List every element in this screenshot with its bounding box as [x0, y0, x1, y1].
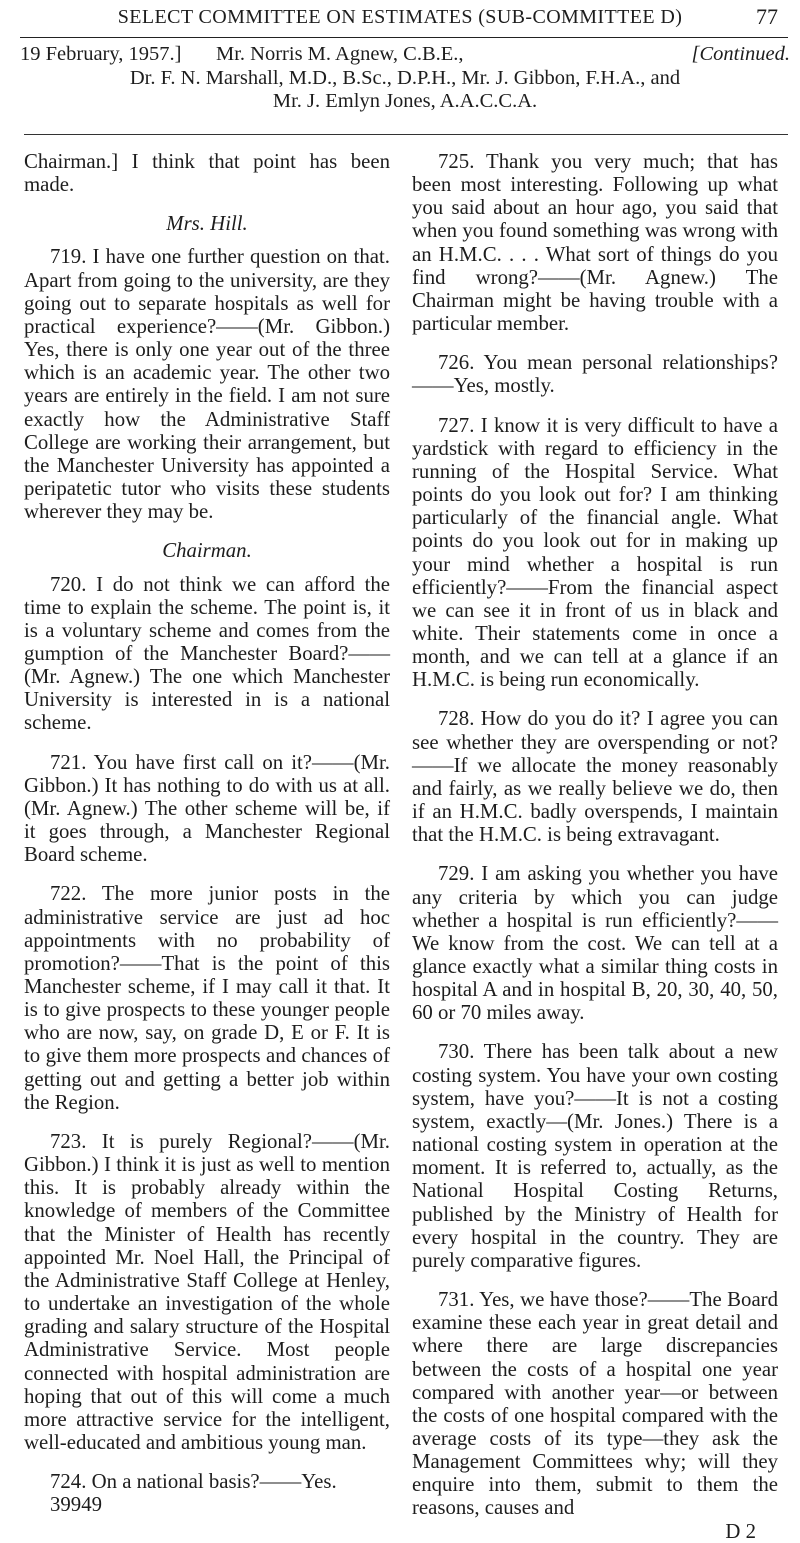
paragraph-724: 724. On a national basis?——Yes. — [50, 1470, 337, 1494]
paragraph-725: 725. Thank you very much; that has been most interesting. Following up what you said about an hour ago, you said that when you found something was wrong with an H.M.C. . . . What sort of things do you find wrong?——(Mr. Agnew.) The Chairman might be having trouble with a particular member. — [412, 150, 778, 336]
left-column — [24, 150, 390, 1516]
sitting-date: 19 February, 1957.] — [20, 43, 182, 65]
paragraph-chairman-remark: Chairman.] I think that point has been made. — [24, 150, 390, 197]
right-column — [412, 150, 778, 1543]
continued-label: [Continued. — [691, 43, 790, 65]
paragraph-729: 729. I am asking you whether you have any criteria by which you can judge whether a hospital is run efficiently?——We know from the cost. We can tell at a glance exactly what a similar thing costs in hospital A and in hospital B, 20, 30, 40, 50, 60 or 70 miles away. — [412, 862, 778, 1025]
speaker-heading-chairman: Chairman. — [162, 539, 252, 563]
paragraph-727: 727. I know it is very difficult to have a yardstick with regard to efficiency in the running of the Hospital Service. What points do you look out for? I am thinking particularly of the financial angle. What points do you look out for in making up your mind whether a hospital is run efficiently?——From the financial aspect we can see it in front of us in black and white. Their statements come in once a month, and we can tell at a glance if an H.M.C. is being run economically. — [412, 413, 778, 692]
paragraph-719: 719. I have one further question on that. Apart from going to the university, are they going out to separate hospitals as well for practical experience?——(Mr. Gibbon.) Yes, there is only one year out of the three which is an academic year. The other two years are entirely in the field. I am not sure exactly how the Administrative Staff College are working their arrangement, but the Manchester University has appointed a peripatetic tutor who visits these students wherever they may be. — [24, 245, 390, 524]
paragraph-721: 721. You have first call on it?——(Mr. Gibbon.) It has nothing to do with us at all. (Mr. Agnew.) The other scheme will be, if it goes through, a Manchester Regional Board scheme. — [24, 750, 390, 867]
witness-names-3: Mr. J. Emlyn Jones, A.A.C.C.A. — [272, 90, 538, 112]
paragraph-730: 730. There has been talk about a new costing system. You have your own costing system, have you?——It is not a costing system, exactly—(Mr. Jones.) There is a national costing system in operation at the moment. It is referred to, actually, as the National Hospital Costing Returns, published by the Ministry of Health for every hospital in the country. They are purely comparative figures. — [412, 1040, 778, 1272]
paragraph-731: 731. Yes, we have those?——The Board examine these each year in great detail and where there are large discrepancies between the costs of a hospital one year compared with another year—or between the costs of one hospital compared with the average costs of its type—they ask the Management Committees why; will they enquire into them, submit to them the reasons, causes and — [412, 1288, 778, 1520]
witness-names-2: Dr. F. N. Marshall, M.D., B.Sc., D.P.H., Mr. J. Gibbon, F.H.A., and — [129, 67, 681, 89]
speaker-heading-hill: Mrs. Hill. — [166, 212, 248, 236]
paragraph-722: 722. The more junior posts in the administrative service are just ad hoc appointments with no probability of promotion?——That is the point of this Manchester scheme, if I may call it that. It is to give prospects to these younger people who are now, say, on grade D, E or F. It is to give them more prospects and chances of getting out and getting a better job within the Region. — [24, 882, 390, 1114]
top-rule — [20, 37, 788, 38]
page-number: 77 — [756, 4, 778, 29]
paragraph-723: 723. It is purely Regional?——(Mr. Gibbon.) I think it is just as well to mention this. It is probably already within the knowledge of members of the Committee that the Minister of Health has recently appointed Mr. Noel Hall, the Principal of the Administrative Staff College at Henley, to undertake an investigation of the whole grading and salary structure of the Hospital Administrative Service. Most people connected with hospital administration are hoping that out of this will come a much more attractive service for the intelligent, well-educated and ambitious young man. — [24, 1129, 390, 1454]
header-rule — [24, 134, 788, 135]
paragraph-726: 726. You mean personal relationships?——Yes, mostly. — [412, 351, 778, 398]
paragraph-728: 728. How do you do it? I agree you can see whether they are overspending or not?——If we allocate the money reasonably and fairly, as we really believe we do, then if an H.M.C. badly overspends, I maintain that the H.M.C. is being extravagant. — [412, 707, 778, 847]
signature-mark: D 2 — [725, 1519, 756, 1543]
running-head: SELECT COMMITTEE ON ESTIMATES (SUB-COMMITTEE D) — [117, 6, 683, 28]
paragraph-720: 720. I do not think we can afford the time to explain the scheme. The point is, it is a voluntary scheme and comes from the gumption of the Manchester Board?——(Mr. Agnew.) The one which Manchester University is interested in is a national scheme. — [24, 572, 390, 735]
witness-names-1: Mr. Norris M. Agnew, C.B.E., — [216, 43, 464, 65]
print-code: 39949 — [50, 1493, 102, 1517]
